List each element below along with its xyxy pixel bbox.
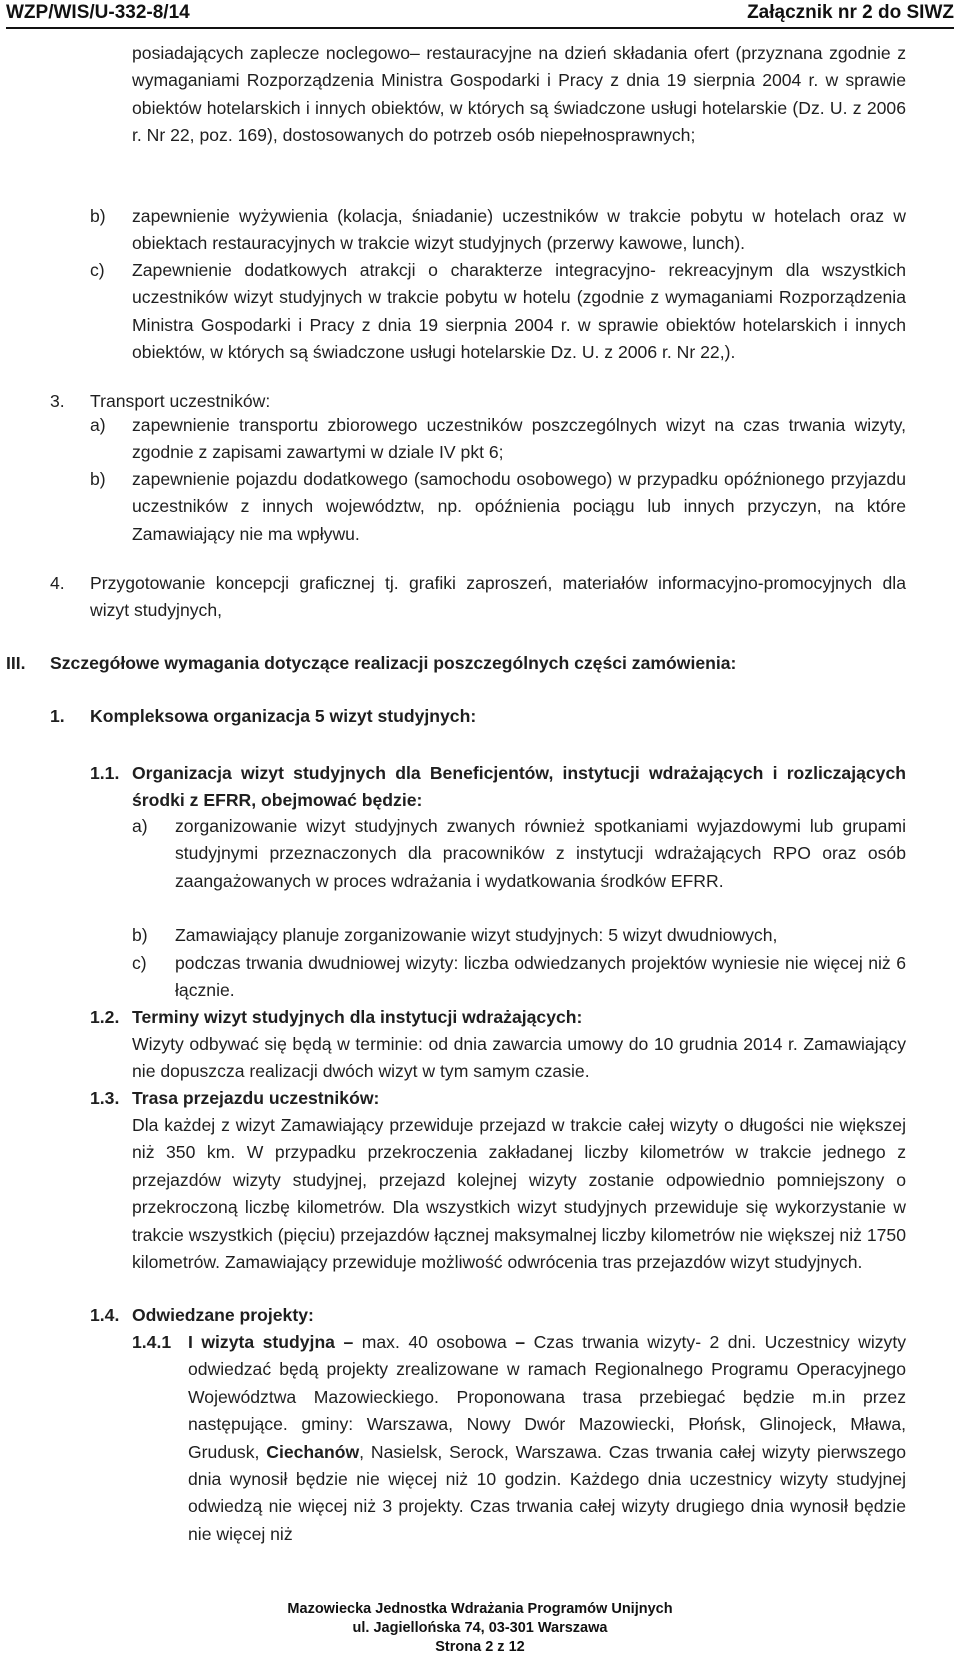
- s13-title: Trasa przejazdu uczestników:: [132, 1088, 380, 1108]
- s141-dash: –: [515, 1332, 526, 1352]
- s141-max: max. 40 osobowa: [361, 1332, 507, 1352]
- s12-text: Wizyty odbywać się będą w terminie: od dnia zawarcia umowy do 10 grudnia 2014 r. Zamawiający nie dopuszcza realizacji dwóch wizyt w tym samym czasie.: [132, 1034, 906, 1082]
- document-reference: WZP/WIS/U-332-8/14: [6, 2, 190, 23]
- header-divider: [6, 27, 954, 29]
- s141-paragraph: [188, 1329, 906, 1548]
- section-3-a-text: zapewnienie transportu zbiorowego uczestników poszczególnych wizyt na czas trwania wizyty, zgodnie z zapisami zawartymi w dziale IV pkt 6;: [132, 415, 906, 463]
- s11-a-label: a): [132, 816, 148, 836]
- s13-text: Dla każdej z wizyt Zamawiający przewiduje przejazd w trakcie całej wizyty o długości nie większej niż 350 km. W przypadku przekroczenia zakładanej liczby kilometrów w trakcie jednego z przejazdów wizyty studyjnej, przejazd kolejnej wizyty zostanie odpowiednio pomniejszony o przekroczoną liczbę kilometrów. Dla wszystkich wizyt studyjnych przewiduje się wykorzystanie w trakcie wszystkich (pięciu) przejazdów łącznej maksymalnej liczby kilometrów nie większej niż 1750 kilometrów. Zamawiający przewiduje możliwość odwrócenia tras przejazdów wizyt studyjnych.: [132, 1115, 906, 1273]
- s11-b-text: Zamawiający planuje zorganizowanie wizyt studyjnych: 5 wizyt dwudniowych,: [175, 925, 778, 945]
- footer-organization: Mazowiecka Jednostka Wdrażania Programów Unijnych: [287, 1601, 673, 1617]
- s11-c-label: c): [132, 953, 147, 973]
- s141-text-1: Czas trwania wizyty- 2 dni. Uczestnicy wizyty odwiedzać będą projekty zrealizowane w ramach Regionalnego Programu Operacyjnego Województwa Mazowieckiego. Proponowana trasa przebiegać będzie m.in przez następujące. gminy: Warszawa, Nowy Dwór Mazowiecki, Płońsk, Glinojeck, Mława, Grudusk,: [188, 1332, 907, 1462]
- s11-a-text: zorganizowanie wizyt studyjnych zwanych również spotkaniami wyjazdowymi lub grupami studyjnymi przeznaczonych dla pracowników z instytucji wdrażających RPO oraz osób zaangażowanych w proces wdrażania i wydatkowania środków EFRR.: [175, 816, 906, 891]
- s12-number: 1.2.: [90, 1007, 120, 1027]
- section-3-number: 3.: [50, 391, 65, 411]
- section-4-text: Przygotowanie koncepcji graficznej tj. grafiki zaproszeń, materiałów informacyjno-promocyjnych dla wizyt studyjnych,: [90, 573, 906, 621]
- section-3-a-label: a): [90, 415, 106, 435]
- s11-number: 1.1.: [90, 763, 120, 783]
- section-3-b-label: b): [90, 469, 106, 489]
- section-III-number: III.: [6, 653, 26, 673]
- s14-number: 1.4.: [90, 1305, 120, 1325]
- s14-title: Odwiedzane projekty:: [132, 1305, 314, 1325]
- s11-b-label: b): [132, 925, 148, 945]
- subsection-1-number: 1.: [50, 706, 65, 726]
- intro-c-label: c): [90, 260, 105, 280]
- s141-city-ciechanow: Ciechanów: [266, 1441, 360, 1462]
- s141-text-2: , Nasielsk, Serock, Warszawa. Czas trwania całej wizyty pierwszego dnia wynosił będzie nie więcej niż 10 godzin. Każdego dnia uczestnicy wizyty studyjnej odwiedzą nie więcej niż 3 projekty. Czas trwania całej wizyty drugiego dnia wynosił będzie nie więcej niż: [188, 1441, 907, 1544]
- subsection-1-title: Kompleksowa organizacja 5 wizyt studyjnych:: [90, 706, 477, 726]
- section-III-title: Szczegółowe wymagania dotyczące realizacji poszczególnych części zamówienia:: [50, 653, 737, 673]
- s11-title: Organizacja wizyt studyjnych dla Beneficjentów, instytucji wdrażających i rozliczających środki z EFRR, obejmować będzie:: [132, 763, 906, 811]
- page-number: Strona 2 z 12: [435, 1639, 525, 1655]
- section-3-b-text: zapewnienie pojazdu dodatkowego (samochodu osobowego) w przypadku opóźnionego przyjazdu uczestników z innych województw, np. opóźnienia pociągu lub innych przyczyn, na które Zamawiający nie ma wpływu.: [132, 469, 906, 544]
- intro-continuation: posiadających zaplecze noclegowo– restauracyjne na dzień składania ofert (przyznana zgodnie z wymaganiami Rozporządzenia Ministra Gospodarki i Pracy z dnia 19 sierpnia 2004 r. w sprawie obiektów hotelarskich i innych obiektów, w których są świadczone usługi hotelarskie (Dz. U. z 2006 r. Nr 22, poz. 169), dostosowanych do potrzeb osób niepełnosprawnych;: [132, 43, 906, 146]
- attachment-title: Załącznik nr 2 do SIWZ: [747, 2, 954, 23]
- s13-number: 1.3.: [90, 1088, 120, 1108]
- section-4-number: 4.: [50, 573, 65, 593]
- s12-title: Terminy wizyt studyjnych dla instytucji wdrażających:: [132, 1007, 583, 1027]
- s141-number: 1.4.1: [132, 1332, 172, 1352]
- s141-title: I wizyta studyjna –: [188, 1332, 354, 1352]
- intro-b-label: b): [90, 206, 106, 226]
- footer-address: ul. Jagiellońska 74, 03-301 Warszawa: [352, 1620, 608, 1636]
- section-3-title: Transport uczestników:: [90, 391, 271, 411]
- intro-c-text: Zapewnienie dodatkowych atrakcji o charakterze integracyjno- rekreacyjnym dla wszystkich uczestników wizyt studyjnych w trakcie pobytu w hotelu (zgodnie z wymaganiami Rozporządzenia Ministra Gospodarki i Pracy z dnia 19 sierpnia 2004 r. w sprawie obiektów hotelarskich i innych obiektów, w których są świadczone usługi hotelarskie Dz. U. z 2006 r. Nr 22,).: [132, 260, 906, 363]
- intro-b-text: zapewnienie wyżywienia (kolacja, śniadanie) uczestników w trakcie pobytu w hotelach oraz w obiektach restauracyjnych w trakcie wizyt studyjnych (przerwy kawowe, lunch).: [132, 206, 906, 254]
- s11-c-text: podczas trwania dwudniowej wizyty: liczba odwiedzanych projektów wyniesie nie więcej niż 6 łącznie.: [175, 953, 906, 1001]
